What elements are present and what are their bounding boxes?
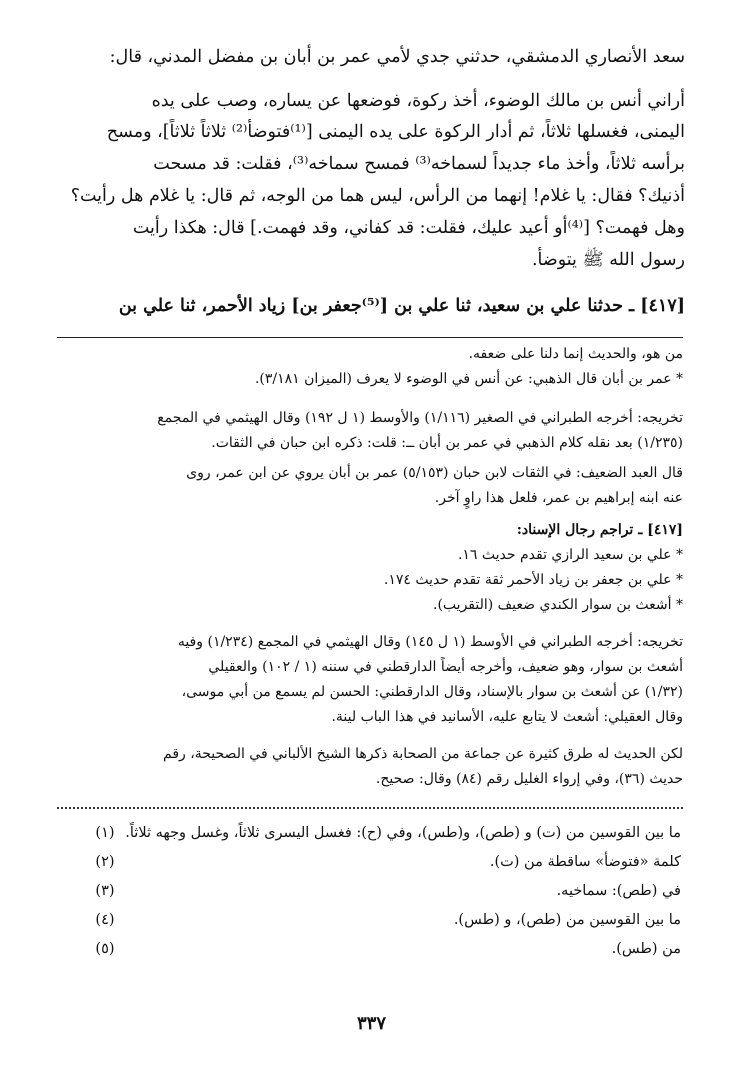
- main-line: رسول الله ﷺ يتوضأ.: [531, 250, 685, 270]
- footnote-number: (١): [95, 825, 115, 841]
- note-line: تخريجه: أخرجه الطبراني في الأوسط (١ ل ١٤٥) وقال الهيثمي في المجمع (١/٢٣٤) وفيه: [177, 634, 683, 650]
- main-line: اليمنى، فغسلها ثلاثاً، ثم أدار الركوة على يده اليمنى [⁽¹⁾فتوضأ⁽²⁾ ثلاثاً ثلاثاً]، ومسح: [106, 122, 685, 142]
- note-line: حديث (٣٦)، وفي إرواء الغليل رقم (٨٤) وقال: صحيح.: [375, 771, 683, 787]
- note-line: (١/٢٣٥) بعد نقله كلام الذهبي في عمر بن أبان ــ: قلت: ذكره ابن حبان في الثقات.: [211, 435, 683, 451]
- footnote-separator: [57, 807, 683, 809]
- footnote-number: (٢): [95, 854, 115, 870]
- main-line: وهل فهمت؟ [⁽⁴⁾أو أعيد عليك، فقلت: قد كفاني، وقد فهمت.] قال: هكذا رأيت: [132, 218, 685, 238]
- note-line: * علي بن سعيد الرازي تقدم حديث ١٦.: [457, 547, 683, 563]
- footnote-number: (٤): [95, 912, 115, 928]
- note-section-header: [٤١٧] ـ تراجم رجال الإسناد:: [516, 522, 683, 538]
- main-line: أذنيك؟ فقال: يا غلام! إنهما من الرأس، ليس هما من الوجه، ثم قال: يا غلام هل رأيت؟: [70, 186, 685, 206]
- footnote-text: ما بين القوسين من (طص)، و (طس).: [453, 912, 681, 928]
- footnote-number: (٥): [95, 941, 115, 957]
- note-line: من هو، والحديث إنما دلنا على ضعفه.: [468, 346, 683, 362]
- footnote-number: (٣): [95, 883, 115, 899]
- note-line: وقال العقيلي: أشعث لا يتابع عليه، الأسانيد في هذا الباب لينة.: [331, 709, 683, 725]
- note-line: * علي بن جعفر بن زياد الأحمر ثقة تقدم حديث ١٧٤.: [383, 572, 683, 588]
- hadith-header: [٤١٧] ـ حدثنا علي بن سعيد، ثنا علي بن [⁽⁵⁾جعفر بن] زياد الأحمر، ثنا علي بن: [118, 296, 685, 316]
- note-line: لكن الحديث له طرق كثيرة عن جماعة من الصحابة ذكرها الشيخ الألباني في الصحيحة، رقم: [163, 746, 683, 762]
- page-number: ٣٣٧: [356, 1013, 386, 1034]
- note-line: تخريجه: أخرجه الطبراني في الصغير (١/١١٦) والأوسط (١ ل ١٩٢) وقال الهيثمي في المجمع: [157, 410, 683, 426]
- footnote-text: كلمة «فتوضأ» ساقطة من (ت).: [489, 854, 681, 870]
- footnote-text: من (طس).: [611, 941, 681, 957]
- note-line: أشعث بن سوار، وهو ضعيف، وأخرجه أيضاً الدارقطني في سننه (١ / ١٠٢) والعقيلي: [208, 659, 683, 675]
- footnote-text: ما بين القوسين من (ت) و (طص)، و(طس)، وفي (ح): فغسل اليسرى ثلاثاً، وغسل وجهه ثلاثاً.: [125, 825, 681, 841]
- main-line: برأسه ثلاثاً، وأخذ ماء جديداً لسماخه⁽³⁾ فمسح سماخه⁽³⁾، فقلت: قد مسحت: [153, 154, 685, 174]
- section-divider: [57, 337, 683, 338]
- main-line: أراني أنس بن مالك الوضوء، أخذ ركوة، فوضعها عن يساره، وصب على يده: [151, 91, 685, 111]
- note-line: قال العبد الضعيف: في الثقات لابن حبان (٥/١٥٣) عمر بن أبان يروي عن ابن عمر، روى: [186, 465, 683, 481]
- note-line: عنه ابنه إبراهيم بن عمر، فلعل هذا راوٍ آخر.: [434, 490, 683, 506]
- note-line: * أشعث بن سوار الكندي ضعيف (التقريب).: [433, 597, 683, 613]
- main-line: سعد الأنصاري الدمشقي، حدثني جدي لأمي عمر بن أبان بن مفضل المدني، قال:: [109, 47, 685, 67]
- note-line: * عمر بن أبان قال الذهبي: عن أنس في الوضوء لا يعرف (الميزان ٣/١٨١).: [254, 371, 683, 387]
- footnote-text: في (طص): سماخيه.: [556, 883, 681, 899]
- note-line: (١/٣٢) عن أشعث بن سوار بالإسناد، وقال الدارقطني: الحسن لم يسمع من أبي موسى،: [181, 684, 683, 700]
